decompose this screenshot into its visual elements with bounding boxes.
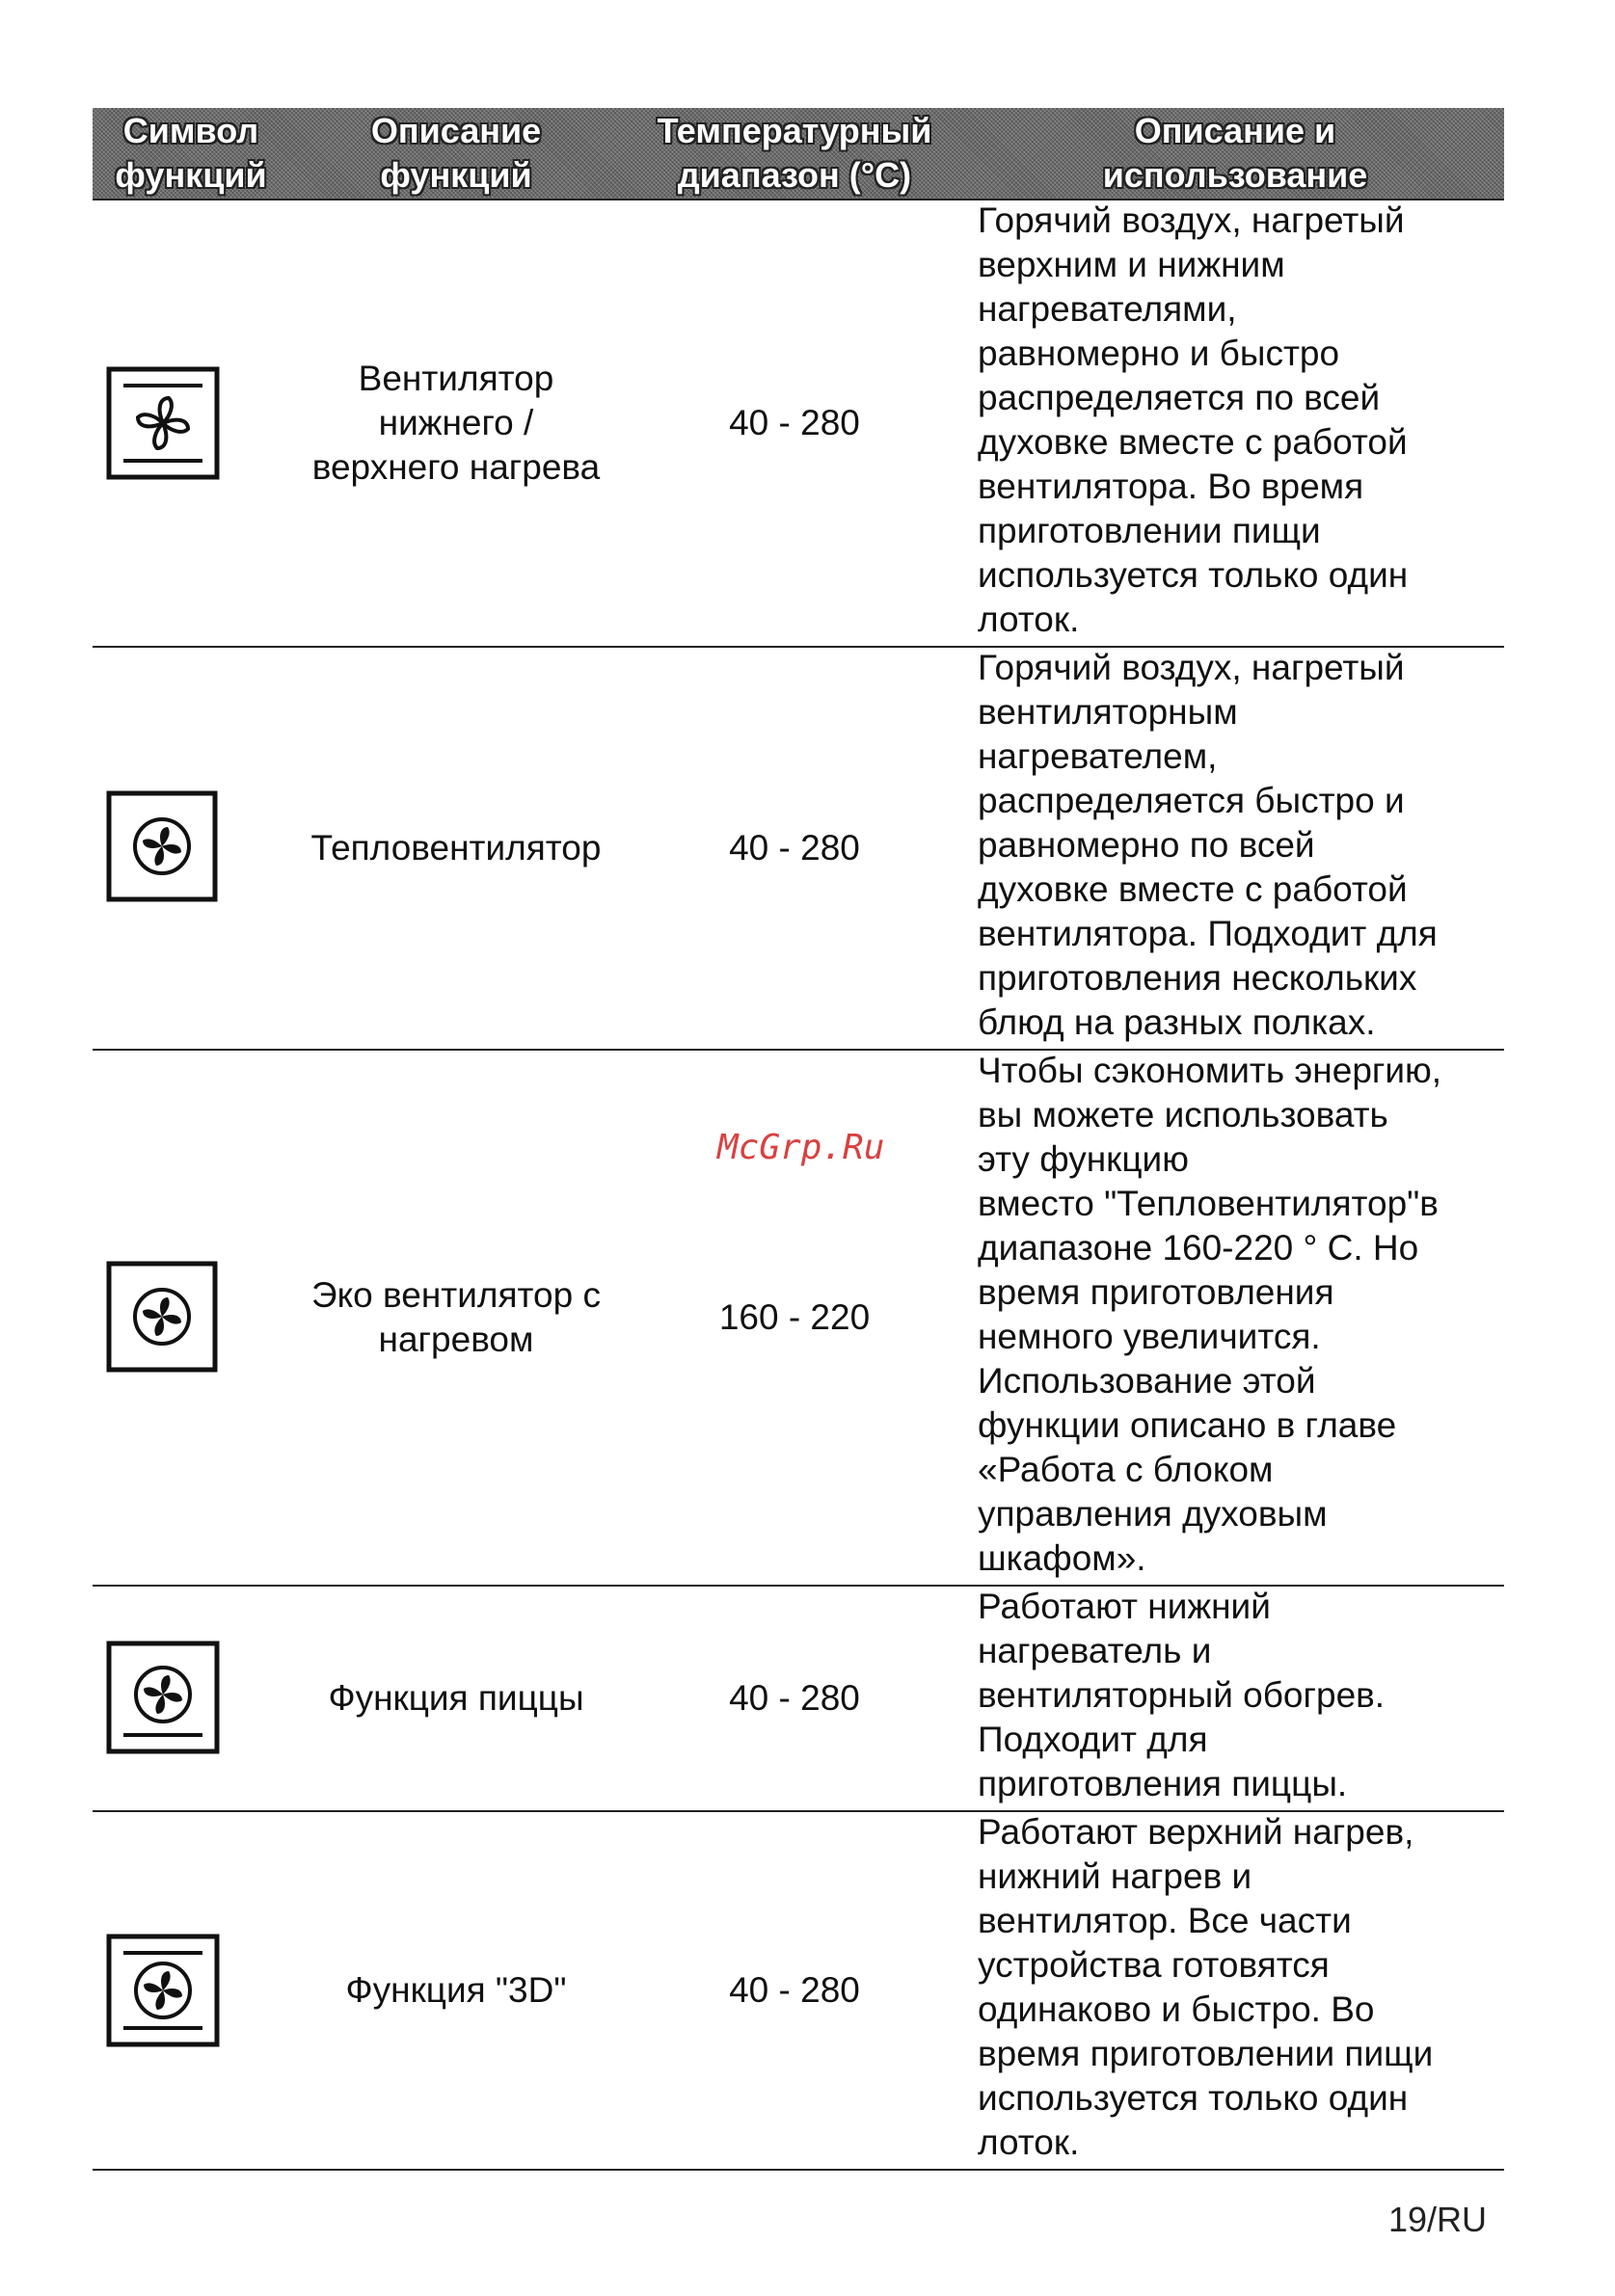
function-name: Функция пиццы [328,1678,584,1718]
function-name: Тепловентилятор [310,828,602,868]
function-usage: Работают верхний нагрев, нижний нагрев и вентилятор. Все части устройства готовятся одинаково и быстро. Во время приготовлении пищи используется только один лоток. [978,1812,1434,2162]
function-name: Вентилятор нижнего / верхнего нагрева [311,359,601,487]
table-header [93,108,1504,200]
page-number: 19/RU [1388,2200,1488,2239]
temperature-range: 40 - 280 [729,828,860,868]
header-symbol: Символ функций [115,111,267,195]
table-row [93,648,1504,1051]
temperature-range: 40 - 280 [729,1970,860,2010]
function-usage: Горячий воздух, нагретый вентиляторным нагревателем, распределяется быстро и равномерно по всей духовке вместе с работой вентилятора. Подходит для приготовления нескольких блюд на разных полках. [978,648,1438,1042]
3d-function-icon [106,1934,220,2047]
function-usage: Горячий воздух, нагретый верхним и нижним нагревателями, равномерно и быстро распределяется по всей духовке вместе с работой вентилятора. Во время приготовлении пищи используется только один лоток. [978,200,1409,639]
pizza-function-icon [106,1641,220,1754]
fan-heater-icon [106,790,220,904]
table-row [93,200,1504,648]
function-usage: Чтобы сэкономить энергию, вы можете использовать эту функцию вместо "Тепловентилятор"в диапазоне 160-220 ° С. Но время приготовления немного увеличится. Использование этой функции описано в главе «Работа с блоком управления духовым шкафом». [978,1051,1442,1578]
table-row [93,1812,1504,2171]
temperature-range: 40 - 280 [729,1678,860,1718]
eco-fan-heater-icon [106,1261,220,1375]
temperature-range: 40 - 280 [729,403,860,442]
function-name: Эко вентилятор с нагревом [310,1275,601,1359]
function-name: Функция "3D" [345,1970,567,2010]
temperature-range: 160 - 220 [718,1297,871,1337]
fan-top-bottom-heat-icon [106,366,220,480]
header-description: Описание функций [370,111,542,195]
function-usage: Работают нижний нагреватель и вентиляторный обогрев. Подходит для приготовления пиццы. [978,1587,1386,1803]
table-row [93,1587,1504,1812]
header-usage: Описание и использование [1102,111,1368,195]
header-temperature: Температурный диапазон (°C) [657,111,932,195]
watermark: McGrp.Ru [717,1128,885,1167]
